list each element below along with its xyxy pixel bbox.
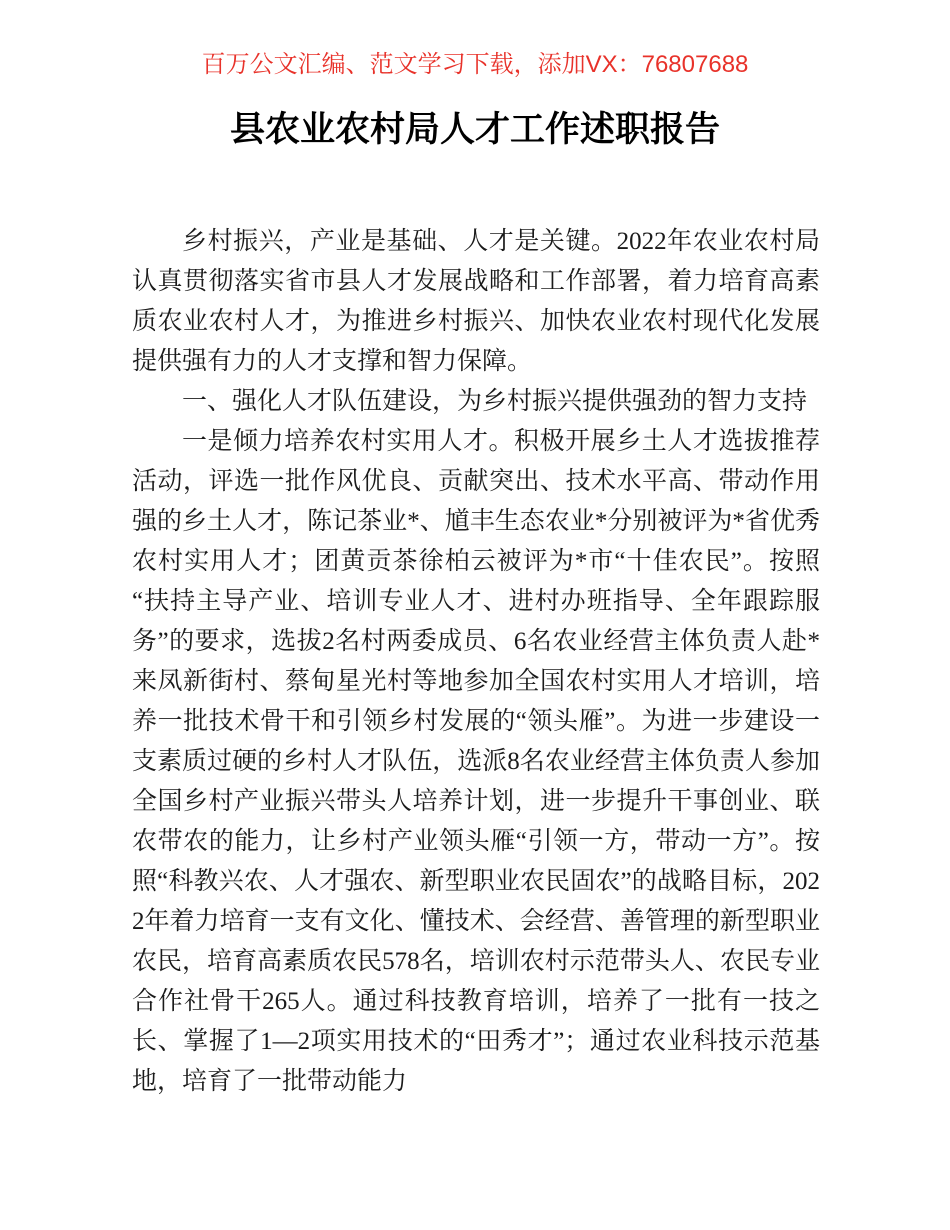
paragraph-section-one-body: 一是倾力培养农村实用人才。积极开展乡土人才选拔推荐活动，评选一批作风优良、贡献突出、技术水平高、带动作用强的乡土人才，陈记茶业*、馗丰生态农业*分别被评为*省优秀农村实用人才；团黄贡茶徐柏云被评为*市“十佳农民”。按照“扶持主导产业、培训专业人才、进村办班指导、全年跟踪服务”的要求，选拔2名村两委成员、6名农业经营主体负责人赴*来凤新街村、蔡甸星光村等地参加全国农村实用人才培训，培养一批技术骨干和引领乡村发展的“领头雁”。为进一步建设一支素质过硬的乡村人才队伍，选派8名农业经营主体负责人参加全国乡村产业振兴带头人培养计划，进一步提升干事创业、联农带农的能力，让乡村产业领头雁“引领一方，带动一方”。按照“科教兴农、人才强农、新型职业农民固农”的战略目标，2022年着力培育一支有文化、懂技术、会经营、善管理的新型职业农民，培育高素质农民578名，培训农村示范带头人、农民专业合作社骨干265人。通过科技教育培训，培养了一批有一技之长、掌握了1—2项实用技术的“田秀才”；通过农业科技示范基地，培育了一批带动能力: [132, 428, 820, 1095]
paragraph-intro: 乡村振兴，产业是基础、人才是关键。2022年农业农村局认真贯彻落实省市县人才发展战略和工作部署，着力培育高素质农业农村人才，为推进乡村振兴、加快农业农村现代化发展提供强有力的人才支撑和智力保障。: [132, 228, 820, 375]
watermark-header-note: 百万公文汇编、范文学习下载，添加VX：76807688: [201, 51, 749, 78]
document-body: [132, 222, 820, 1102]
paragraph-section-heading: 一、强化人才队伍建设，为乡村振兴提供强劲的智力支持: [182, 388, 808, 415]
document-title: 县农业农村局人才工作述职报告: [229, 110, 720, 149]
